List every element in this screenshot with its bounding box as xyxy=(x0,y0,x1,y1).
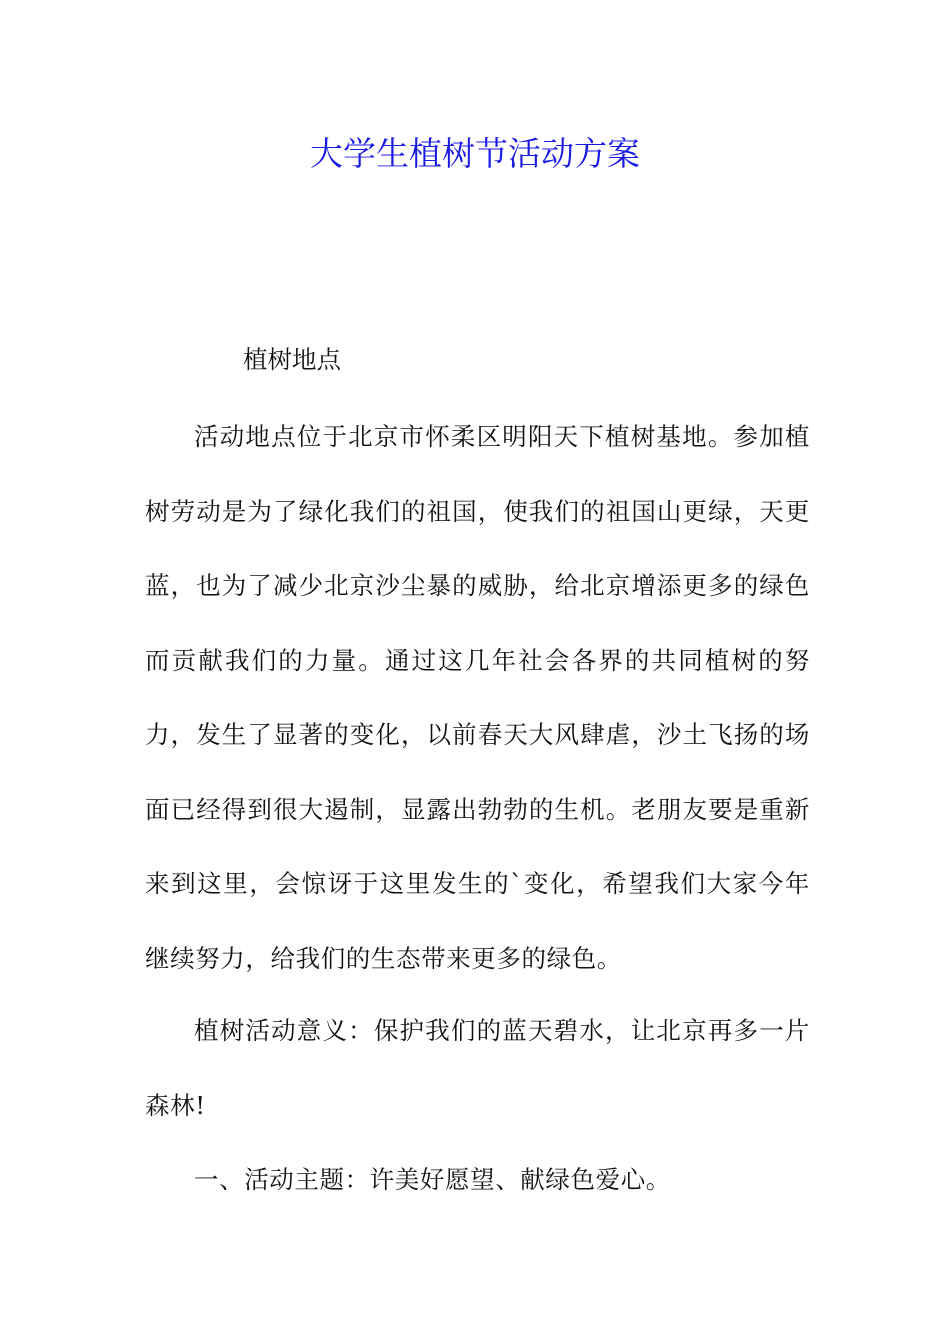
section-heading: 植树地点 xyxy=(243,345,341,374)
paragraph-theme: 一、活动主题：许美好愿望、献绿色爱心。 xyxy=(194,1165,671,1194)
document-title: 大学生植树节活动方案 xyxy=(310,134,640,173)
paragraph-location: 活动地点位于北京市怀柔区明阳天下植树基地。参加植树劳动是为了绿化我们的祖国，使我们的祖国山更绿，天更蓝，也为了减少北京沙尘暴的威胁，给北京增添更多的绿色而贡献我们的力量。通过这几年社会各界的共同植树的努力，发生了显著的变化，以前春天大风肆虐，沙土飞扬的场面已经得到很大遏制，显露出勃勃的生机。老朋友要是重新来到这里，会惊讶于这里发生的`变化，希望我们大家今年继续努力，给我们的生态带来更多的绿色。 xyxy=(145,422,810,973)
paragraph-significance: 植树活动意义：保护我们的蓝天碧水，让北京再多一片森林! xyxy=(145,1016,810,1120)
